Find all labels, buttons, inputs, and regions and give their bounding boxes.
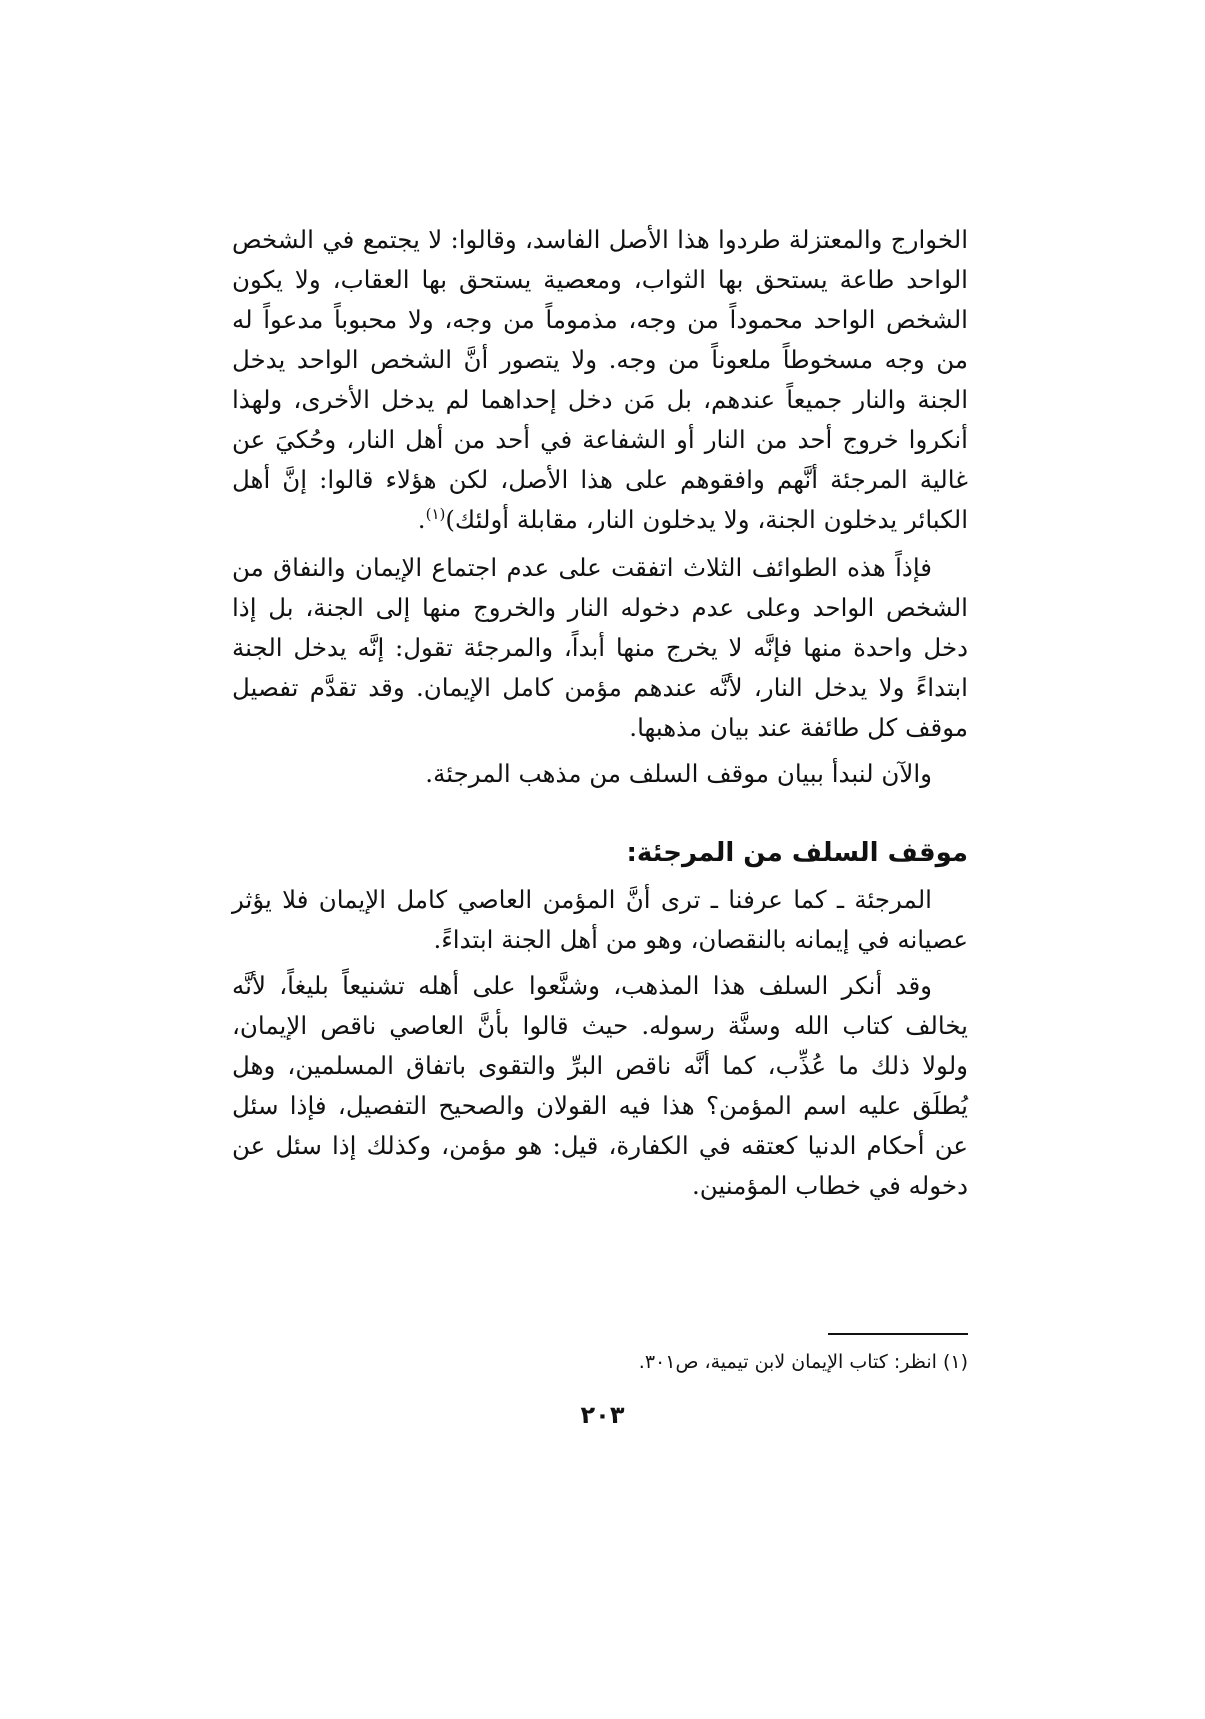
section-heading: موقف السلف من المرجئة: bbox=[626, 838, 968, 868]
paragraph-4: المرجئة ـ كما عرفنا ـ ترى أنَّ المؤمن العاصي كامل الإيمان فلا يؤثر عصيانه في إيمانه بالنقصان، وهو من أهل الجنة ابتداءً. bbox=[232, 885, 968, 954]
paragraph-5: وقد أنكر السلف هذا المذهب، وشنَّعوا على أهله تشنيعاً بليغاً، لأنَّه يخالف كتاب الله وسنَّة رسوله. حيث قالوا بأنَّ العاصي ناقص الإيمان، ولولا ذلك ما عُذِّب، كما أنَّه ناقص البرِّ والتقوى باتفاق المسلمين، وهل يُطلَق عليه اسم المؤمن؟ هذا فيه القولان والصحيح التفصيل، فإذا سئل عن أحكام الدنيا كعتقه في الكفارة، قيل: هو مؤمن، وكذلك إذا سئل عن دخوله في خطاب المؤمنين. bbox=[232, 971, 968, 1200]
paragraph-1-text: الخوارج والمعتزلة طردوا هذا الأصل الفاسد، وقالوا: لا يجتمع في الشخص الواحد طاعة يستحق بها الثواب، ومعصية يستحق بها العقاب، ولا يكون الشخص الواحد محموداً من وجه، مذموماً من وجه، ولا محبوباً مدعواً له من وجه مسخوطاً ملعوناً من وجه. ولا يتصور أنَّ الشخص الواحد يدخل الجنة والنار جميعاً عندهم، بل مَن دخل إحداهما لم يدخل الأخرى، ولهذا أنكروا خروج أحد من النار أو الشفاعة في أحد من أهل النار، وحُكيَ عن غالية المرجئة أنَّهم وافقوهم على هذا الأصل، لكن هؤلاء قالوا: إنَّ أهل الكبائر يدخلون الجنة، ولا يدخلون النار، مقابلة أولئك) bbox=[232, 225, 968, 534]
paragraph-1-end: . bbox=[417, 505, 426, 534]
paragraph-2: فإذاً هذه الطوائف الثلاث اتفقت على عدم اجتماع الإيمان والنفاق من الشخص الواحد وعلى عدم دخوله النار والخروج منها إلى الجنة، بل إذا دخل واحدة منها فإنَّه لا يخرج منها أبداً، والمرجئة تقول: إنَّه يدخل الجنة ابتداءً ولا يدخل النار، لأنَّه عندهم مؤمن كامل الإيمان. وقد تقدَّم تفصيل موقف كل طائفة عند بيان مذهبها. bbox=[232, 553, 968, 742]
page-number: ٢٠٣ bbox=[580, 1401, 625, 1429]
footnote: (١) انظر: كتاب الإيمان لابن تيمية، ص٣٠١. bbox=[638, 1351, 968, 1373]
paragraph-1 bbox=[232, 220, 968, 540]
footnote-divider bbox=[828, 1333, 968, 1335]
footnote-reference: (١) bbox=[425, 504, 446, 523]
paragraph-3: والآن لنبدأ ببيان موقف السلف من مذهب المرجئة. bbox=[425, 759, 932, 788]
